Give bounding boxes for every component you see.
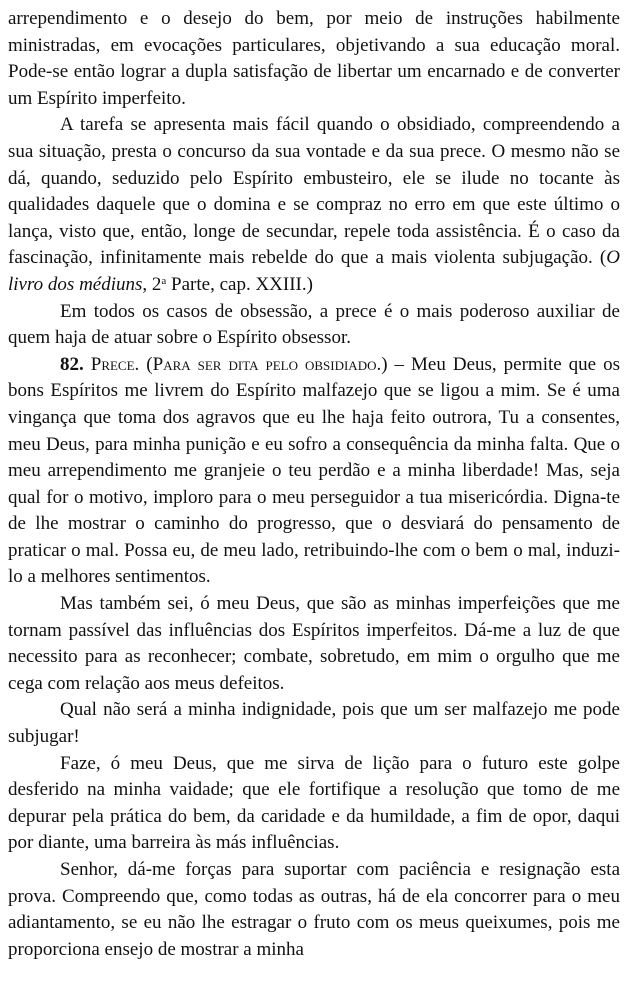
- paragraph-3: Em todos os casos de obsessão, a prece é o mais poderoso auxiliar de quem haja de atuar sobre o Espírito obsessor.: [8, 300, 620, 349]
- paragraph-6: Qual não será a minha indignidade, pois que um ser malfazejo me pode subjugar!: [8, 699, 620, 748]
- paragraph-4: [8, 352, 620, 591]
- ordinal-superscript: a: [161, 274, 167, 287]
- prayer-text: – Meu Deus, permite que os bons Espíritos me livrem do Espírito malfazejo que se ligou a mim. Se é uma vingança que toma dos agravos que eu lhe haja feito outrora, Tu a consentes, meu Deus, para minha punição e eu sofro a consequência da minha falta. Que o meu arrependimento me granjeie o teu perdão e a minha liberdade! Mas, seja qual for o motivo, imploro para o meu perseguidor a tua misericórdia. Digna-te de lhe mostrar o caminho do progresso, que o desviará do pensamento de praticar o mal. Possa eu, de meu lado, retribuindo-lhe com o bem o mal, induzi-lo a melhores sentimentos.: [8, 353, 621, 588]
- document-page: [8, 6, 620, 963]
- paragraph-2-text: A tarefa se apresenta mais fácil quando o obsidiado, compreendendo a sua situação, presta o concurso da sua vontade e da sua prece. O mesmo não se dá, quando, seduzido pelo Espírito embusteiro, ele se ilude no tocante às qualidades daquele que o domina e se compraz no erro em que este último o lança, visto que, então, longe de secundar, repele toda assistência. É o caso da fascinação, infinitamente mais rebelde do que a mais violenta subjugação. (: [8, 114, 620, 269]
- item-number: 82.: [60, 353, 84, 375]
- paragraph-2: [8, 112, 620, 298]
- book-title: O livro dos médiuns: [8, 247, 620, 295]
- paragraph-2-comma: , 2: [142, 273, 162, 295]
- paragraph-2-end: Parte, cap. XXIII.): [166, 273, 313, 295]
- prayer-subheading: (Para ser dita pelo obsidiado.): [146, 353, 388, 375]
- paragraph-1: arrependimento e o desejo do bem, por meio de instruções habilmente ministradas, em evocações particulares, objetivando a sua educação moral. Pode-se então lograr a dupla satisfação de libertar um encarnado e de converter um Espírito imperfeito.: [8, 8, 620, 109]
- paragraph-7: Faze, ó meu Deus, que me sirva de lição para o futuro este golpe desferido na minha vaidade; que ele fortifique a resolução que tomo de me depurar pela prática do bem, da caridade e da humildade, a fim de opor, daqui por diante, uma barreira às más influências.: [8, 752, 620, 854]
- paragraph-5: Mas também sei, ó meu Deus, que são as minhas imperfeições que me tornam passível das influências dos Espíritos imperfeitos. Dá-me a luz de que necessito para as reconhecer; combate, sobretudo, em mim o orgulho que me cega com relação aos meus defeitos.: [8, 593, 620, 694]
- prayer-heading: Prece.: [90, 353, 140, 375]
- paragraph-8: Senhor, dá-me forças para suportar com paciência e resignação esta prova. Compreendo que, como todas as outras, há de ela concorrer para o meu adiantamento, se eu não lhe estragar o fruto com os meus queixumes, pois me proporciona ensejo de mostrar a minha: [8, 859, 620, 960]
